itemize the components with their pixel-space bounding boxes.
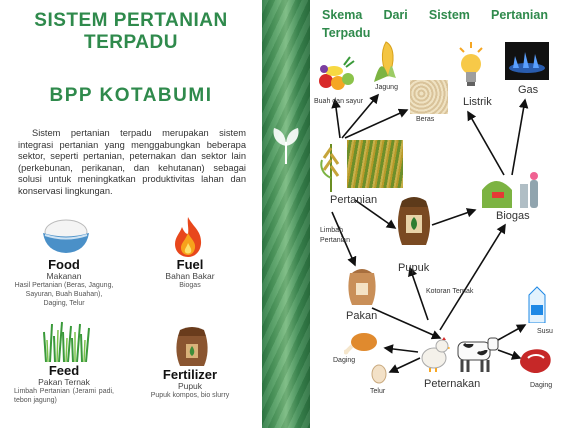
food-title: Food: [48, 257, 80, 272]
label-gas: Gas: [518, 84, 539, 96]
arrow-to-susu: [498, 325, 525, 340]
label-listrik: Listrik: [463, 96, 492, 108]
fertilizer-desc: Pupuk kompos, bio slurry: [150, 392, 230, 399]
rice-plant-icon: [316, 138, 346, 192]
label-buah: Buah dan sayur: [314, 98, 364, 105]
fruits-vegetables-icon: [316, 55, 358, 95]
schema-title-word-4: Pertanian: [491, 8, 548, 22]
fertilizer-title: Fertilizer: [162, 367, 218, 382]
feed-desc: Limbah Pertanian (Jerami padi, tebon jagung): [14, 388, 114, 404]
feed-sub: Pakan Ternak: [38, 377, 90, 387]
label-telur: Telur: [370, 388, 386, 395]
corn-icon: [368, 38, 402, 84]
label-jagung: Jagung: [375, 84, 398, 91]
gas-flame-image: [505, 42, 549, 80]
arrow-to-listrik: [468, 112, 504, 175]
arrow-to-buah: [335, 100, 340, 138]
label-limbah: Limbah Pertanian: [320, 227, 350, 244]
food-desc: Hasil Pertanian (Beras, Jagung, Sayuran, Buah Buahan), Daging, Telur: [14, 282, 114, 307]
label-peternakan: Peternakan: [424, 378, 481, 390]
arrow-to-daging-left: [385, 348, 418, 352]
chicken-drumstick-icon: [344, 330, 378, 356]
schema-title-word-2: Dari: [383, 8, 408, 22]
label-beras: Beras: [416, 116, 435, 123]
pakan-sack-icon: [346, 265, 378, 305]
intro-paragraph: Sistem pertanian terpadu merupakan sistem integrasi pertanian yang menggabungkan beberapa sektor, seperti pertanian, peternakan dan sektor lain (perkebunan, perikanan, dan kehutanan) sebagai solusi untuk meningkatkan produktivitas lahan dan konservasi lingkungan.: [18, 128, 246, 196]
food-sub: Makanan: [46, 271, 82, 281]
label-biogas: Biogas: [496, 210, 530, 222]
arrow-pupuk-biogas: [432, 210, 475, 225]
rice-grain-image: [410, 80, 448, 114]
arrow-to-telur: [390, 358, 420, 372]
arrow-pakan-peternakan: [372, 308, 440, 338]
label-daging-right: Daging: [530, 382, 553, 389]
label-pupuk: Pupuk: [398, 262, 430, 274]
rice-field-image: [347, 140, 403, 188]
label-pakan: Pakan: [346, 310, 378, 322]
light-bulb-icon: [458, 42, 484, 92]
arrow-ternak-biogas: [440, 225, 505, 330]
label-susu: Susu: [537, 328, 553, 335]
egg-icon: [371, 362, 387, 384]
biogas-plant-icon: [476, 168, 548, 208]
fuel-title: Fuel: [176, 257, 204, 272]
fertilizer-sub: Pupuk: [177, 381, 203, 391]
fuel-sub: Bahan Bakar: [165, 271, 215, 281]
chicken-icon: [418, 336, 450, 372]
label-pertanian: Pertanian: [330, 194, 378, 206]
pupuk-sack-icon: [394, 193, 434, 247]
schema-title-word-1: Skema: [322, 8, 363, 22]
arrow-to-gas: [512, 100, 525, 175]
schema-title-word-3: Sistem: [428, 8, 470, 22]
fuel-desc: Biogas: [179, 282, 201, 289]
arrow-to-daging-right: [498, 350, 520, 358]
feed-title: Feed: [48, 363, 80, 378]
milk-carton-icon: [527, 285, 547, 323]
label-daging-left: Daging: [333, 357, 356, 364]
cow-icon: [450, 334, 500, 374]
label-kotoran: Kotoran Ternak: [426, 288, 474, 295]
meat-steak-icon: [518, 346, 554, 376]
panel-title-line1: SISTEM PERTANIAN: [34, 10, 228, 31]
panel-subtitle: BPP KOTABUMI: [49, 85, 213, 106]
schema-title-line2: Terpadu: [322, 26, 371, 40]
panel-title-line2: TERPADU: [84, 32, 178, 53]
